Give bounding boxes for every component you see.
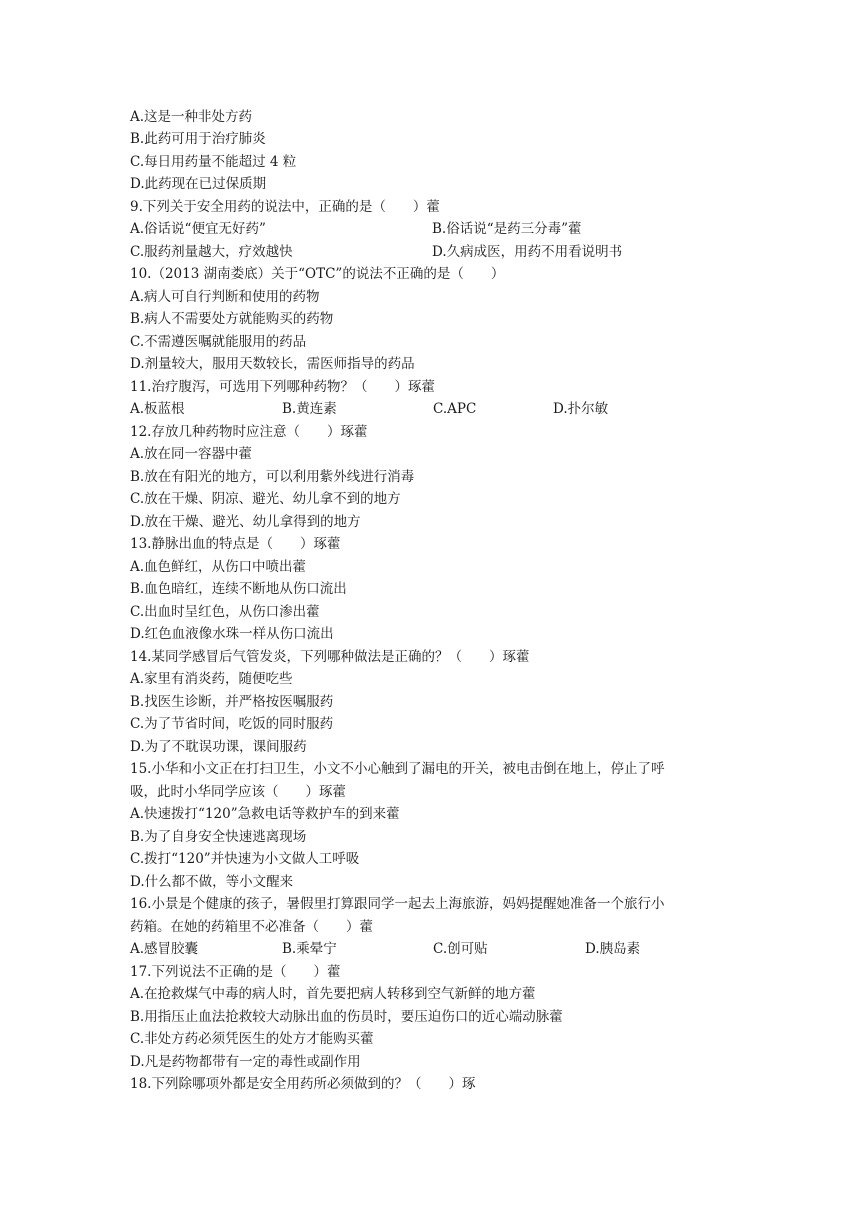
q17-stem: 17.下列说法不正确的是（ ）藿 (130, 964, 341, 980)
q9-options-row-1 (130, 218, 730, 240)
q16-option-d: D.胰岛素 (585, 941, 641, 957)
q11-option-c: C.APC (433, 401, 477, 417)
q17-option-c: C.非处方药必须凭医生的处方才能购买藿 (130, 1031, 374, 1047)
q10-stem: 10.（2013 湖南娄底）关于“OTC”的说法不正确的是（ ） (130, 266, 505, 282)
q18-stem: 18.下列除哪项外都是安全用药所必须做到的？（ ）琢 (130, 1076, 476, 1092)
q12-option-b: B.放在有阳光的地方，可以利用紫外线进行消毒 (130, 469, 415, 485)
q8-option-d: D.此药现在已过保质期 (130, 176, 267, 192)
q13-option-b: B.血色暗红，连续不断地从伤口流出 (130, 581, 347, 597)
q15-stem-line-1: 15.小华和小文正在打扫卫生，小文不小心触到了漏电的开关，被电击倒在地上，停止了呼 (130, 761, 665, 777)
q9-option-a: A.俗话说“便宜无好药” (130, 221, 266, 237)
q11-options (130, 398, 730, 420)
q9-option-b: B.俗话说“是药三分毒”藿 (432, 221, 582, 237)
q11-option-d: D.扑尔敏 (553, 401, 609, 417)
q10-option-c: C.不需遵医嘱就能服用的药品 (130, 334, 307, 350)
q15-option-d: D.什么都不做，等小文醒来 (130, 874, 294, 890)
q12-option-d: D.放在干燥、避光、幼儿拿得到的地方 (130, 514, 361, 530)
q14-option-a: A.家里有消炎药，随便吃些 (130, 671, 293, 687)
q17-option-d: D.凡是药物都带有一定的毒性或副作用 (130, 1054, 361, 1070)
q10-option-a: A.病人可自行判断和使用的药物 (130, 289, 320, 305)
q10-option-d: D.剂量较大，服用天数较长，需医师指导的药品 (130, 356, 415, 372)
q13-option-c: C.出血时呈红色，从伤口渗出藿 (130, 604, 320, 620)
q10-option-b: B.病人不需要处方就能购买的药物 (130, 311, 334, 327)
q8-option-b: B.此药可用于治疗肺炎 (130, 131, 266, 147)
q14-option-d: D.为了不耽误功课，课间服药 (130, 739, 307, 755)
q17-option-b: B.用指压止血法抢救较大动脉出血的伤员时，要压迫伤口的近心端动脉藿 (130, 1009, 563, 1025)
q16-options (130, 938, 730, 960)
q9-option-d: D.久病成医，用药不用看说明书 (432, 244, 623, 260)
q13-option-d: D.红色血液像水珠一样从伤口流出 (130, 626, 334, 642)
q13-stem: 13.静脉出血的特点是（ ）琢藿 (130, 536, 341, 552)
q14-option-b: B.找医生诊断，并严格按医嘱服药 (130, 694, 334, 710)
q15-option-c: C.拨打“120”并快速为小文做人工呼吸 (130, 851, 360, 867)
q12-option-c: C.放在干燥、阴凉、避光、幼儿拿不到的地方 (130, 491, 401, 507)
q16-option-a: A.感冒胶囊 (130, 941, 199, 957)
q11-stem: 11.治疗腹泻，可选用下列哪种药物？（ ）琢藿 (130, 379, 435, 395)
q16-option-b: B.乘晕宁 (282, 941, 337, 957)
q12-stem: 12.存放几种药物时应注意（ ）琢藿 (130, 424, 368, 440)
q11-option-b: B.黄连素 (282, 401, 337, 417)
q9-options-row-2 (130, 241, 730, 263)
q14-option-c: C.为了节省时间，吃饭的同时服药 (130, 716, 334, 732)
q12-option-a: A.放在同一容器中藿 (130, 446, 253, 462)
q11-option-a: A.板蓝根 (130, 401, 185, 417)
q9-stem: 9.下列关于安全用药的说法中，正确的是（ ）藿 (130, 199, 440, 215)
q9-option-c: C.服药剂量越大，疗效越快 (130, 244, 293, 260)
q16-stem-line-2: 药箱。在她的药箱里不必准备（ ）藿 (130, 919, 373, 935)
q15-option-b: B.为了自身安全快速逃离现场 (130, 829, 307, 845)
q17-option-a: A.在抢救煤气中毒的病人时，首先要把病人转移到空气新鲜的地方藿 (130, 986, 536, 1002)
q8-option-a: A.这是一种非处方药 (130, 109, 253, 125)
q15-option-a: A.快速拨打“120”急救电话等救护车的到来藿 (130, 806, 400, 822)
q16-stem-line-1: 16.小景是个健康的孩子，暑假里打算跟同学一起去上海旅游，妈妈提醒她准备一个旅行小 (130, 896, 665, 912)
q15-stem-line-2: 吸，此时小华同学应该（ ）琢藿 (130, 784, 346, 800)
q8-option-c: C.每日用药量不能超过 4 粒 (130, 154, 297, 170)
q16-option-c: C.创可贴 (433, 941, 488, 957)
q13-option-a: A.血色鲜红，从伤口中喷出藿 (130, 559, 307, 575)
q14-stem: 14.某同学感冒后气管发炎，下列哪种做法是正确的？（ ）琢藿 (130, 649, 530, 665)
